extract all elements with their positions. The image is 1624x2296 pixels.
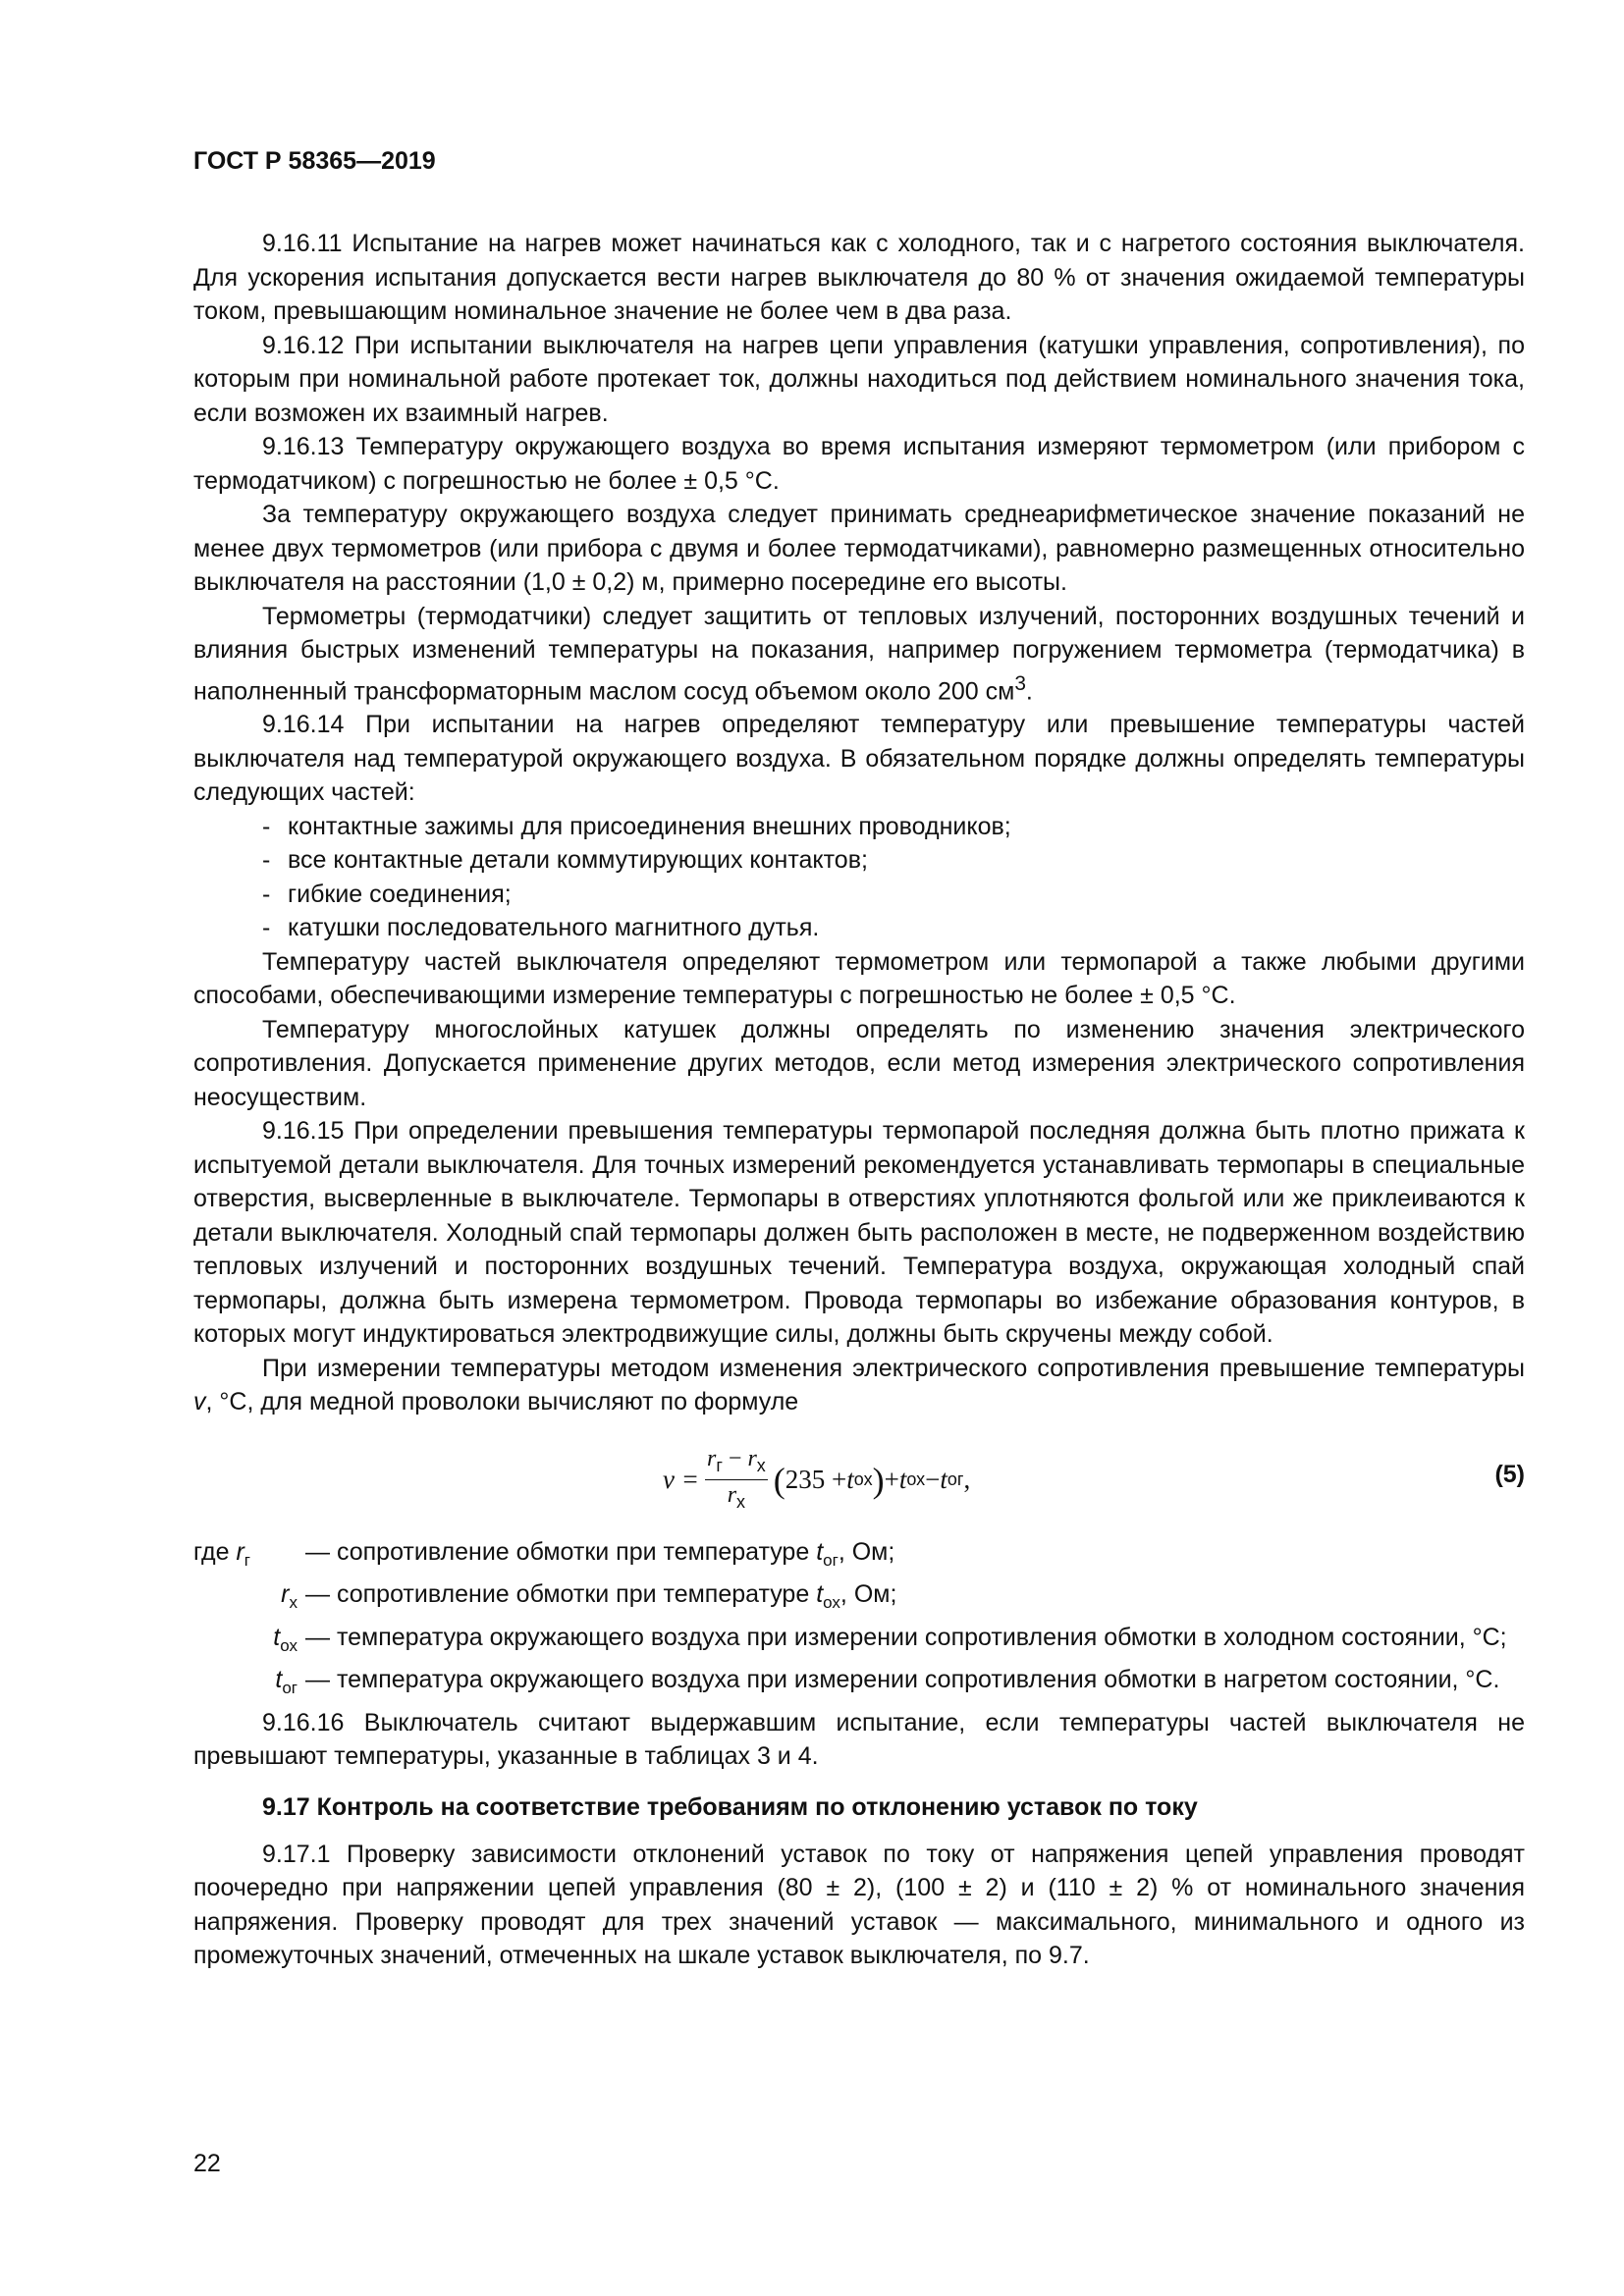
symbol-t: t <box>816 1580 824 1609</box>
subscript: г <box>716 1455 723 1475</box>
paragraph-9-16-11: 9.16.11 Испытание на нагрев может начинаться как с холодного, так и с нагретого состояния выключателя. Для ускорения испытания допускается вести нагрев выключателя до 80 % от значения ожидаемой температуры током, превышающим номинальное значение не более чем в два раза. <box>193 230 1525 325</box>
subscript: х <box>289 1593 298 1613</box>
body-text <box>193 227 1525 1419</box>
list-item-text: контактные зажимы для присоединения внешних проводников; <box>288 812 1011 840</box>
symbol-r: r <box>727 1482 737 1509</box>
document-page <box>193 147 1525 1973</box>
symbol-r: r <box>236 1537 244 1566</box>
formula-comma: , <box>963 1465 971 1495</box>
formula-fraction <box>705 1446 768 1516</box>
formula-intro-text-end: , °С, для медной проволоки вычисляют по формуле <box>205 1388 799 1416</box>
list-item <box>193 810 1525 844</box>
legend-definition: — температура окружающего воздуха при измерении сопротивления обмотки в нагретом состоянии, °С. <box>305 1666 1500 1694</box>
open-paren: ( <box>773 1460 785 1500</box>
formula-legend <box>193 1535 1525 1706</box>
symbol-r: r <box>706 1445 717 1471</box>
legend-text-end: , Ом; <box>839 1580 897 1609</box>
legend-definition <box>298 1577 1525 1621</box>
paragraph-thermometers: Термометры (термодатчики) следует защитить от тепловых излучений, посторонних воздушных течений и влияния быстрых изменений температуры на показания, например погружением термометра (термодатчика) в наполненный трансформаторным маслом сосуд объемом около 200 $см^3$. <box>193 602 1525 705</box>
paragraph-9-16-12: 9.16.12 При испытании выключателя на нагрев цепи управления (катушки управления, сопротивления), по которым при номинальной работе протекает ток, должны находиться под действием номинального значения тока, если возможен их взаимный нагрев. <box>193 331 1525 427</box>
symbol-t: t <box>940 1465 947 1495</box>
fraction-denominator <box>728 1480 745 1515</box>
close-paren: ) <box>872 1460 885 1500</box>
legend-text: — сопротивление обмотки при температуре <box>305 1537 817 1566</box>
symbol-t: t <box>273 1623 281 1651</box>
legend-symbol <box>193 1663 298 1706</box>
paragraph-multilayer-coils: Температуру многослойных катушек должны определять по изменению значения электрического сопротивления. Допускается применение других методов, если метод измерения электрического сопротивления неосуществим. <box>193 1015 1525 1111</box>
subscript: ох <box>853 1469 873 1490</box>
subscript: ох <box>280 1635 298 1655</box>
section-heading-9-17: 9.17 Контроль на соответствие требованиям по отклонению уставок по току <box>262 1792 1198 1821</box>
document-header: ГОСТ Р 58365—2019 <box>193 147 436 175</box>
legend-row <box>193 1535 1525 1578</box>
subscript: х <box>736 1492 746 1513</box>
superscript-3: 3 <box>1014 671 1026 695</box>
paragraph-9-16-14: 9.16.14 При испытании на нагрев определяют температуру или превышение температуры частей выключателя над температурой окружающего воздуха. В обязательном порядке должны определять температуры следующих частей: <box>193 711 1525 807</box>
list-item <box>193 843 1525 878</box>
list-item <box>193 911 1525 945</box>
paragraph-thermometers-text: Термометры (термодатчики) следует защитить от тепловых излучений, посторонних воздушных течений и влияния быстрых изменений температуры на показания, например погружением термометра (термодатчика) в наполненный трансформаторным маслом сосуд объемом около 200 см <box>193 602 1525 705</box>
list-item <box>193 878 1525 912</box>
list-item-text: катушки последовательного магнитного дутья. <box>288 914 820 942</box>
legend-text: — сопротивление обмотки при температуре <box>305 1580 817 1609</box>
equation-number: (5) <box>1494 1460 1525 1488</box>
paragraph-9-16-16: 9.16.16 Выключатель считают выдержавшим испытание, если температуры частей выключателя не превышают температуры, указанные в таблицах 3 и 4. <box>193 1708 1525 1771</box>
legend-symbol <box>193 1621 298 1664</box>
symbol-t: t <box>898 1465 907 1495</box>
list-dash: - <box>262 846 271 875</box>
legend-definition: — температура окружающего воздуха при измерении сопротивления обмотки в холодном состоянии, °С; <box>305 1623 1507 1651</box>
symbol-t: t <box>275 1666 283 1694</box>
paragraph-measure-methods: Температуру частей выключателя определяют термометром или термопарой а также любыми другими способами, обеспечивающими измерение температуры с погрешностью не более ± 0,5 °С. <box>193 947 1525 1010</box>
plus-sign: + <box>884 1465 899 1495</box>
subscript: г <box>244 1550 250 1570</box>
list-dash: - <box>262 880 271 908</box>
minus-sign: − <box>925 1465 941 1495</box>
symbol-r: r <box>281 1580 290 1609</box>
subscript: ох <box>906 1469 926 1490</box>
list-item-text: все контактные детали коммутирующих контактов; <box>288 846 868 875</box>
subscript: ох <box>823 1593 840 1613</box>
legend-prefix: где <box>193 1537 237 1566</box>
subscript: х <box>756 1455 766 1475</box>
formula-constant: 235 + <box>785 1465 847 1495</box>
legend-definition <box>298 1535 1525 1578</box>
legend-symbol <box>193 1577 298 1621</box>
paragraph-formula-intro <box>193 1352 1525 1419</box>
legend-row <box>193 1621 1525 1664</box>
subscript: ог <box>823 1550 839 1570</box>
paragraph-ambient-temp: За температуру окружающего воздуха следует принимать среднеарифметическое значение показаний не менее двух термометров (или прибора с двумя и более термодатчиками), равномерно размещенных относительно выключателя на расстоянии (1,0 ± 0,2) м, примерно посередине его высоты. <box>193 501 1525 596</box>
list-dash: - <box>262 914 271 942</box>
paragraph-9-16-15: 9.16.15 При определении превышения температуры термопарой последняя должна быть плотно прижата к испытуемой детали выключателя. Для точных измерений рекомендуется устанавливать термопары в специальные отверстия, высверленные в выключателе. Термопары в отверстиях уплотняются фольгой или же приклеиваются к детали выключателя. Холодный спай термопары должен быть расположен в месте, не подверженном воздействию тепловых излучений и посторонних воздушных течений. Температура воздуха, окружающая холодный спай термопары, должна быть измерена термометром. Провода термопары во избежание образования контуров, в которых могут индуктироваться электродвижущие силы, должны быть скручены между собой. <box>193 1117 1525 1349</box>
symbol-t: t <box>846 1465 854 1495</box>
page-number: 22 <box>193 2150 221 2177</box>
legend-row <box>193 1577 1525 1621</box>
legend-text-end: , Ом; <box>838 1537 895 1566</box>
legend-symbol <box>193 1535 298 1578</box>
fraction-numerator <box>705 1446 768 1481</box>
formula-5 <box>193 1439 1525 1522</box>
subscript: ог <box>947 1469 964 1490</box>
list-dash: - <box>262 812 271 840</box>
symbol-r: r <box>747 1445 757 1471</box>
subscript: ог <box>282 1679 298 1698</box>
list-item-text: гибкие соединения; <box>288 880 512 908</box>
symbol-v: v <box>193 1388 206 1416</box>
body-text-2 <box>193 1706 1525 1774</box>
paragraph-9-17-1: 9.17.1 Проверку зависимости отклонений уставок по току от напряжения цепей управления проводят поочередно при напряжении цепей управления (80 ± 2), (100 ± 2) и (110 ± 2) % от номинального значения напряжения. Проверку проводят для трех значений уставок — максимального, минимального и одного из промежуточных значений, отмеченных на шкале уставок выключателя, по 9.7. <box>193 1840 1525 1970</box>
minus-sign: − <box>722 1445 748 1471</box>
formula-lhs: v = <box>663 1465 699 1495</box>
legend-row <box>193 1663 1525 1706</box>
paragraph-9-16-13: 9.16.13 Температуру окружающего воздуха во время испытания измеряют термометром (или прибором с термодатчиком) с погрешностью не более ± 0,5 °С. <box>193 433 1525 495</box>
formula-intro-text: При измерении температуры методом изменения электрического сопротивления превышение температуры <box>262 1354 1525 1382</box>
symbol-t: t <box>816 1537 824 1566</box>
body-text-3 <box>193 1838 1525 1973</box>
formula-body <box>663 1439 970 1522</box>
